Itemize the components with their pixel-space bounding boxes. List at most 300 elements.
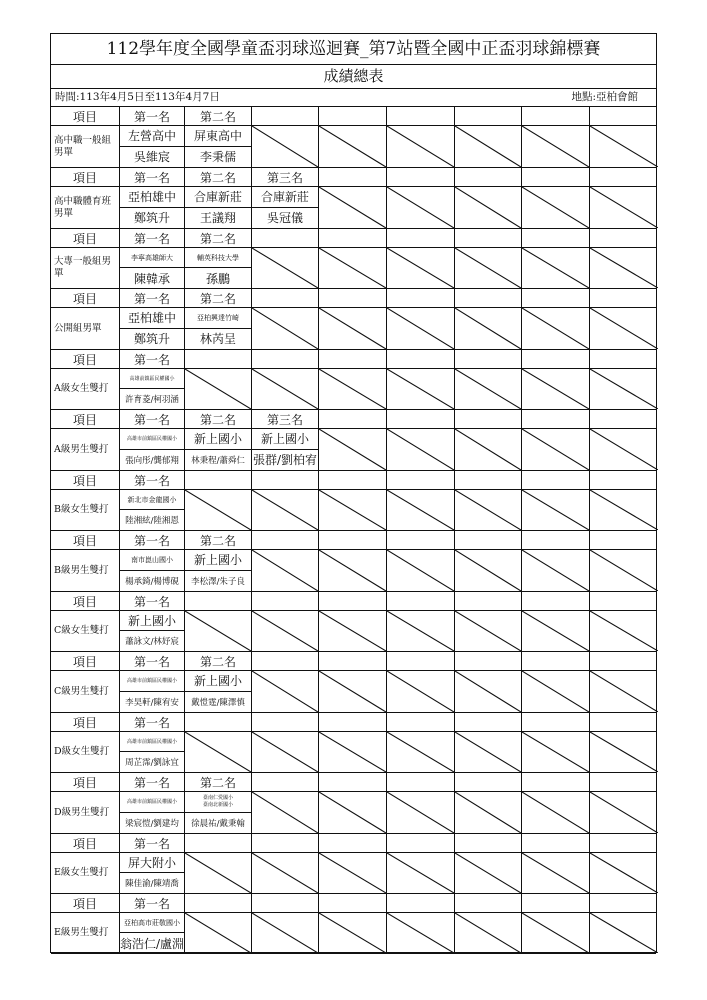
empty-slot-diagonal: [319, 308, 386, 349]
empty-slot: [455, 308, 522, 349]
event-name: D級女生雙打: [51, 732, 120, 772]
diagonal-line: [522, 429, 589, 470]
empty-slot-diagonal: [522, 792, 589, 833]
empty-slot-diagonal: [387, 611, 454, 651]
header-blank: [185, 894, 252, 912]
player-name: 李昊軒/陳宥安: [125, 697, 179, 708]
rank-header-row: [51, 592, 656, 611]
empty-slot: [387, 913, 455, 953]
header-blank: [522, 410, 590, 428]
empty-slot-diagonal: [590, 308, 658, 349]
header-blank: [387, 773, 455, 791]
header-blank: [252, 350, 319, 368]
header-blank: [387, 834, 455, 852]
empty-slot: [590, 429, 658, 470]
empty-slot: [455, 611, 522, 651]
header-blank: [455, 834, 522, 852]
header-blank: [455, 471, 522, 489]
result-second: [185, 308, 252, 349]
empty-slot: [387, 732, 455, 772]
diagonal-line: [319, 550, 386, 591]
event-column-header: 項目: [51, 894, 120, 912]
result-second: [185, 429, 252, 470]
empty-slot-diagonal: [319, 913, 386, 953]
diagonal-line: [455, 550, 521, 591]
empty-slot: [590, 550, 658, 591]
diagonal-line: [387, 550, 454, 591]
empty-slot-diagonal: [252, 308, 318, 349]
empty-slot-diagonal: [522, 490, 589, 530]
diagonal-line: [319, 248, 386, 288]
empty-slot-diagonal: [455, 369, 521, 409]
empty-slot-diagonal: [522, 671, 589, 712]
empty-slot: [185, 913, 252, 953]
empty-slot: [252, 732, 319, 772]
diagonal-line: [387, 248, 454, 288]
event-row: [51, 611, 656, 652]
header-blank: [387, 350, 455, 368]
result-second: [185, 550, 252, 591]
result-second: [185, 248, 252, 288]
diagonal-line: [455, 429, 521, 470]
empty-slot: [522, 429, 590, 470]
player-name: 王議翔: [199, 211, 236, 226]
empty-slot: [319, 913, 387, 953]
rank-label-second: 第二名: [185, 531, 252, 549]
player-name: 戴愷霆/陳澤慎: [191, 697, 245, 708]
empty-slot: [319, 369, 387, 409]
player-name: 林秉程/蕭舜仁: [191, 455, 245, 466]
empty-slot: [319, 550, 387, 591]
empty-slot: [387, 187, 455, 228]
result-first: [120, 126, 185, 167]
event-name: C級男生雙打: [51, 671, 120, 712]
header-blank: [590, 531, 658, 549]
empty-slot: [455, 732, 522, 772]
team-name: 合庫新莊: [252, 187, 318, 208]
header-blank: [252, 773, 319, 791]
diagonal-line: [387, 671, 454, 712]
empty-slot: [185, 853, 252, 893]
header-blank: [387, 410, 455, 428]
event-name: A級男生雙打: [51, 429, 120, 470]
empty-slot: [455, 913, 522, 953]
result-first: [120, 671, 185, 712]
player-name: 李秉儒: [199, 150, 236, 165]
empty-slot: [252, 369, 319, 409]
diagonal-line: [455, 671, 521, 712]
header-blank: [522, 471, 590, 489]
empty-slot: [522, 792, 590, 833]
empty-slot-diagonal: [319, 550, 386, 591]
empty-slot-diagonal: [319, 732, 386, 772]
empty-slot: [185, 611, 252, 651]
diagonal-line: [590, 550, 658, 591]
team-name: 亞柏雄中: [120, 308, 184, 329]
empty-slot-diagonal: [387, 187, 454, 228]
diagonal-line: [455, 792, 521, 833]
header-blank: [252, 531, 319, 549]
player-name: 吳維宸: [133, 150, 170, 165]
empty-slot: [590, 732, 658, 772]
rank-label-second: 第二名: [185, 229, 252, 247]
player-name: 陳韓承: [133, 271, 170, 286]
team-name: 南市崑山國小: [120, 550, 184, 571]
empty-slot: [522, 369, 590, 409]
empty-slot: [185, 490, 252, 530]
empty-slot: [387, 671, 455, 712]
player-name: 許育菱/柯羽涵: [125, 395, 179, 405]
header-blank: [387, 107, 455, 125]
empty-slot-diagonal: [590, 853, 658, 893]
rank-label-first: 第一名: [120, 350, 185, 368]
empty-slot: [319, 853, 387, 893]
empty-slot-diagonal: [455, 490, 521, 530]
header-blank: [387, 531, 455, 549]
empty-slot-diagonal: [252, 913, 318, 953]
header-blank: [590, 229, 658, 247]
header-blank: [522, 652, 590, 670]
empty-slot-diagonal: [590, 126, 658, 167]
header-blank: [319, 894, 387, 912]
empty-slot: [319, 732, 387, 772]
event-name: 大專一般組男單: [51, 248, 120, 288]
empty-slot: [387, 308, 455, 349]
player-name: 孫鵬: [205, 271, 230, 286]
rank-header-row: [51, 652, 656, 671]
empty-slot-diagonal: [185, 369, 251, 409]
info-row: [51, 88, 656, 107]
empty-slot-diagonal: [455, 792, 521, 833]
team-name: 高雄市前鎮區民權國小: [120, 792, 184, 813]
diagonal-line: [590, 671, 658, 712]
empty-slot: [185, 732, 252, 772]
header-blank: [522, 289, 590, 307]
empty-slot: [252, 550, 319, 591]
player-name: 吳冠儀: [266, 211, 303, 226]
event-row: [51, 792, 656, 834]
header-blank: [522, 834, 590, 852]
diagonal-line: [522, 490, 589, 530]
empty-slot: [455, 550, 522, 591]
header-blank: [387, 592, 455, 610]
empty-slot: [252, 490, 319, 530]
header-blank: [590, 350, 658, 368]
empty-slot: [319, 792, 387, 833]
diagonal-line: [455, 913, 521, 953]
diagonal-line: [455, 853, 521, 893]
empty-slot: [590, 490, 658, 530]
team-name: 左營高中: [120, 126, 184, 147]
header-blank: [590, 168, 658, 186]
event-name: 高中職體育班男單: [51, 187, 120, 228]
empty-slot-diagonal: [252, 490, 318, 530]
results-sheet: [50, 33, 657, 953]
event-row: [51, 308, 656, 350]
empty-slot-diagonal: [590, 732, 658, 772]
header-blank: [590, 773, 658, 791]
result-first: [120, 187, 185, 228]
result-first: [120, 429, 185, 470]
player-name: 張向彤/龔郁翔: [125, 455, 179, 466]
rank-header-row: [51, 834, 656, 853]
header-blank: [455, 652, 522, 670]
header-blank: [185, 713, 252, 731]
empty-slot: [252, 792, 319, 833]
diagonal-line: [319, 792, 386, 833]
diagonal-line: [522, 671, 589, 712]
diagonal-line: [387, 308, 454, 349]
empty-slot-diagonal: [185, 490, 251, 530]
header-blank: [590, 652, 658, 670]
header-blank: [455, 773, 522, 791]
empty-slot: [590, 913, 658, 953]
empty-slot: [455, 248, 522, 288]
result-first: [120, 550, 185, 591]
event-column-header: 項目: [51, 229, 120, 247]
diagonal-line: [522, 550, 589, 591]
header-blank: [455, 531, 522, 549]
team-name: 高雄前鎮區民權國小: [120, 369, 184, 389]
empty-slot-diagonal: [455, 429, 521, 470]
rank-label-first: 第一名: [120, 834, 185, 852]
result-second: [185, 671, 252, 712]
event-column-header: 項目: [51, 350, 120, 368]
empty-slot-diagonal: [252, 550, 318, 591]
event-row: [51, 550, 656, 592]
empty-slot-diagonal: [522, 429, 589, 470]
empty-slot-diagonal: [455, 248, 521, 288]
team-name: 亞柏雄中: [120, 187, 184, 208]
empty-slot-diagonal: [252, 671, 318, 712]
empty-slot: [252, 611, 319, 651]
event-name: C級女生雙打: [51, 611, 120, 651]
event-name: A級女生雙打: [51, 369, 120, 409]
result-third: [252, 187, 319, 228]
event-column-header: 項目: [51, 834, 120, 852]
empty-slot-diagonal: [185, 732, 251, 772]
event-name: B級男生雙打: [51, 550, 120, 591]
header-blank: [252, 713, 319, 731]
rank-label-first: 第一名: [120, 471, 185, 489]
result-second: [185, 126, 252, 167]
empty-slot-diagonal: [387, 550, 454, 591]
empty-slot: [252, 126, 319, 167]
empty-slot-diagonal: [590, 369, 658, 409]
diagonal-line: [522, 187, 589, 228]
diagonal-line: [522, 611, 589, 651]
header-blank: [319, 531, 387, 549]
empty-slot: [387, 792, 455, 833]
event-column-header: 項目: [51, 531, 120, 549]
empty-slot: [252, 671, 319, 712]
empty-slot-diagonal: [455, 913, 521, 953]
empty-slot-diagonal: [319, 248, 386, 288]
team-name: 新上國小: [252, 429, 318, 450]
header-blank: [455, 592, 522, 610]
empty-slot-diagonal: [319, 369, 386, 409]
team-name: 亞柏興達竹崎: [185, 308, 251, 329]
empty-slot-diagonal: [387, 369, 454, 409]
diagonal-line: [522, 369, 589, 409]
diagonal-line: [455, 732, 521, 772]
header-blank: [590, 894, 658, 912]
empty-slot-diagonal: [522, 550, 589, 591]
empty-slot: [590, 248, 658, 288]
team-name: 高雄市前鎮區民權國小: [120, 429, 184, 450]
diagonal-line: [387, 187, 454, 228]
empty-slot: [522, 248, 590, 288]
result-first: [120, 732, 185, 772]
page-subtitle: 成績總表: [51, 64, 656, 89]
rank-header-row: [51, 471, 656, 490]
empty-slot: [590, 853, 658, 893]
empty-slot-diagonal: [252, 732, 318, 772]
diagonal-line: [455, 369, 521, 409]
rank-label-first: 第一名: [120, 592, 185, 610]
team-name: 輔英科技大學: [185, 248, 251, 268]
empty-slot-diagonal: [455, 611, 521, 651]
venue: 地點:亞柏會館: [571, 91, 638, 103]
diagonal-line: [252, 792, 318, 833]
empty-slot-diagonal: [522, 308, 589, 349]
event-column-header: 項目: [51, 592, 120, 610]
empty-slot: [185, 369, 252, 409]
event-name: E級女生雙打: [51, 853, 120, 893]
empty-slot-diagonal: [185, 853, 251, 893]
empty-slot-diagonal: [252, 792, 318, 833]
diagonal-line: [522, 732, 589, 772]
rank-label-third: 第三名: [252, 168, 319, 186]
diagonal-line: [522, 308, 589, 349]
event-row: [51, 187, 656, 229]
event-column-header: 項目: [51, 107, 120, 125]
date-range: 時間:113年4月5日至113年4月7日: [55, 91, 220, 103]
empty-slot: [522, 611, 590, 651]
result-first: [120, 490, 185, 530]
header-blank: [522, 894, 590, 912]
player-name: 陳佳渝/陳靖喬: [125, 879, 179, 889]
rank-header-row: [51, 894, 656, 913]
rank-label-first: 第一名: [120, 773, 185, 791]
diagonal-line: [319, 913, 386, 953]
empty-slot: [522, 550, 590, 591]
empty-slot-diagonal: [455, 671, 521, 712]
event-row: [51, 913, 656, 954]
rank-header-row: [51, 773, 656, 792]
diagonal-line: [590, 611, 658, 651]
empty-slot: [522, 853, 590, 893]
diagonal-line: [252, 732, 318, 772]
diagonal-line: [455, 611, 521, 651]
empty-slot-diagonal: [387, 792, 454, 833]
empty-slot-diagonal: [455, 308, 521, 349]
header-blank: [319, 107, 387, 125]
diagonal-line: [319, 611, 386, 651]
header-blank: [455, 289, 522, 307]
diagonal-line: [387, 126, 454, 167]
empty-slot-diagonal: [387, 429, 454, 470]
diagonal-line: [319, 429, 386, 470]
event-column-header: 項目: [51, 471, 120, 489]
empty-slot-diagonal: [319, 490, 386, 530]
header-blank: [387, 289, 455, 307]
event-row: [51, 248, 656, 289]
team-name: 高雄市前鎮區民權國小: [120, 671, 184, 692]
player-name: 張群/劉柏宥: [252, 453, 318, 468]
empty-slot: [455, 853, 522, 893]
empty-slot-diagonal: [522, 187, 589, 228]
empty-slot: [590, 792, 658, 833]
rank-header-row: [51, 350, 656, 369]
empty-slot-diagonal: [522, 369, 589, 409]
result-third: [252, 429, 319, 470]
empty-slot-diagonal: [590, 429, 658, 470]
diagonal-line: [590, 853, 658, 893]
empty-slot: [455, 490, 522, 530]
diagonal-line: [522, 913, 589, 953]
team-name: 新上國小: [185, 671, 251, 692]
diagonal-line: [387, 369, 454, 409]
header-blank: [522, 592, 590, 610]
diagonal-line: [185, 732, 251, 772]
empty-slot-diagonal: [522, 248, 589, 288]
diagonal-line: [522, 248, 589, 288]
diagonal-line: [185, 611, 251, 651]
rank-header-row: [51, 229, 656, 248]
header-blank: [319, 773, 387, 791]
header-blank: [590, 834, 658, 852]
empty-slot-diagonal: [522, 853, 589, 893]
header-blank: [590, 471, 658, 489]
header-blank: [522, 713, 590, 731]
empty-slot: [455, 187, 522, 228]
diagonal-line: [387, 429, 454, 470]
player-name: 徐晨祐/戴秉翰: [191, 818, 245, 829]
player-name: 鄭筑升: [133, 211, 170, 226]
rank-label-second: 第二名: [185, 107, 252, 125]
header-blank: [455, 168, 522, 186]
header-blank: [319, 350, 387, 368]
diagonal-line: [455, 248, 521, 288]
header-blank: [387, 713, 455, 731]
result-first: [120, 611, 185, 651]
empty-slot: [319, 671, 387, 712]
diagonal-line: [522, 126, 589, 167]
empty-slot-diagonal: [590, 913, 658, 953]
empty-slot-diagonal: [185, 611, 251, 651]
empty-slot: [387, 550, 455, 591]
rank-label-first: 第一名: [120, 289, 185, 307]
page-title: 112學年度全國學童盃羽球巡迴賽_第7站暨全國中正盃羽球錦標賽: [51, 34, 656, 65]
rank-label-first: 第一名: [120, 107, 185, 125]
empty-slot-diagonal: [185, 913, 251, 953]
event-row: [51, 671, 656, 713]
event-column-header: 項目: [51, 773, 120, 791]
empty-slot: [252, 308, 319, 349]
diagonal-line: [387, 853, 454, 893]
diagonal-line: [319, 308, 386, 349]
empty-slot-diagonal: [522, 126, 589, 167]
rank-label-first: 第一名: [120, 168, 185, 186]
diagonal-line: [185, 913, 251, 953]
empty-slot: [590, 369, 658, 409]
header-blank: [387, 471, 455, 489]
diagonal-line: [185, 490, 251, 530]
diagonal-line: [319, 671, 386, 712]
empty-slot-diagonal: [252, 853, 318, 893]
empty-slot: [252, 913, 319, 953]
